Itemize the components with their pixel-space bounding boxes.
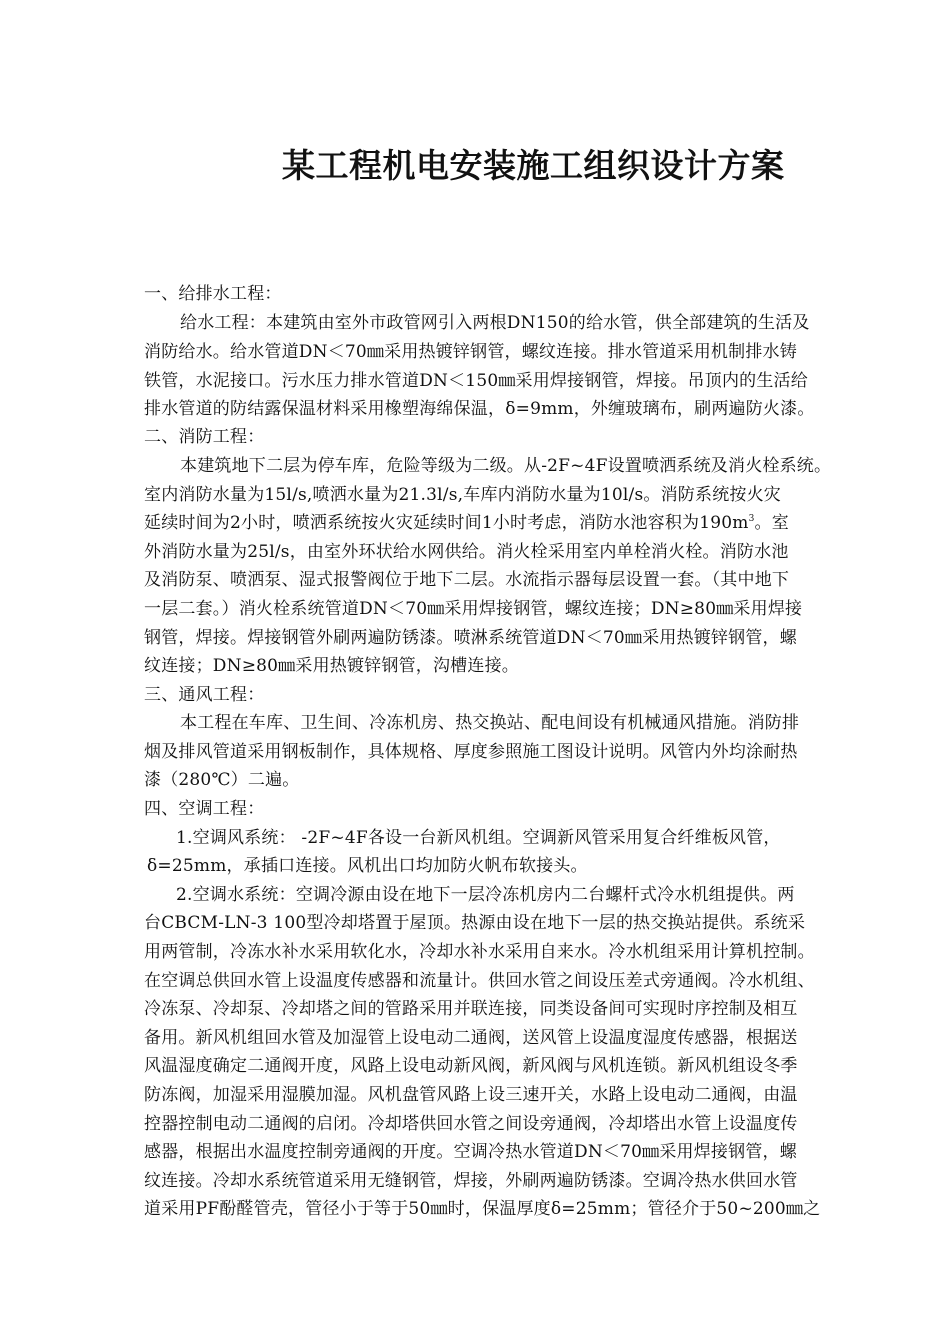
paragraph-line: 备用。新风机组回水管及加湿管上设电动二通阀，送风管上设温度湿度传感器，根据送: [144, 1028, 798, 1048]
paragraph-line: 及消防泵、喷洒泵、湿式报警阀位于地下二层。水流指示器每层设置一套。（其中地下: [144, 570, 790, 590]
paragraph-line: 防冻阀，加湿采用湿膜加湿。风机盘管风路上设三速开关，水路上设电动二通阀，由温: [144, 1085, 798, 1105]
paragraph-line: 本工程在车库、卫生间、冷冻机房、热交换站、配电间设有机械通风措施。消防排: [180, 713, 800, 733]
paragraph-line: [144, 511, 789, 535]
paragraph-line: 消防给水。给水管道DN＜70㎜采用热镀锌钢管，螺纹连接。排水管道采用机制排水铸: [144, 342, 797, 362]
document-title: 某工程机电安装施工组织设计方案: [282, 146, 785, 185]
paragraph-line: 1.空调风系统： -2F~4F各设一台新风机组。空调新风管采用复合纤维板风管，: [176, 828, 781, 848]
paragraph-line: 本建筑地下二层为停车库，危险等级为二级。从-2F~4F设置喷洒系统及消火栓系统。: [180, 456, 832, 476]
paragraph-line: 纹连接。冷却水系统管道采用无缝钢管，焊接，外刷两遍防锈漆。空调冷热水供回水管: [144, 1171, 798, 1191]
paragraph-line: 在空调总供回水管上设温度传感器和流量计。供回水管之间设压差式旁通阀。冷水机组、: [144, 971, 815, 991]
paragraph-line: 漆（280℃）二遍。: [144, 770, 300, 790]
paragraph-line: 钢管，焊接。焊接钢管外刷两遍防锈漆。喷淋系统管道DN＜70㎜采用热镀锌钢管，螺: [144, 628, 797, 648]
paragraph-line: 风温湿度确定二通阀开度，风路上设电动新风阀，新风阀与风机连锁。新风机组设冬季: [144, 1056, 798, 1076]
section-heading-hvac: 四、空调工程：: [144, 799, 265, 819]
paragraph-line: 冷冻泵、冷却泵、冷却塔之间的管路采用并联连接，同类设备间可实现时序控制及相互: [144, 999, 798, 1019]
paragraph-line: 排水管道的防结露保温材料采用橡塑海绵保温，δ=9mm，外缠玻璃布，刷两遍防火漆。: [144, 399, 815, 419]
paragraph-line: 外消防水量为25l/s，由室外环状给水网供给。消火栓采用室内单栓消火栓。消防水池: [144, 542, 789, 562]
paragraph-line: 用两管制，冷冻水补水采用软化水，冷却水补水采用自来水。冷水机组采用计算机控制。: [144, 942, 815, 962]
paragraph-text: 。室: [754, 513, 789, 533]
paragraph-line: δ=25mm，承插口连接。风机出口均加防火帆布软接头。: [147, 856, 588, 876]
paragraph-line: 纹连接；DN≥80㎜采用热镀锌钢管，沟槽连接。: [144, 656, 519, 676]
paragraph-line: 控器控制电动二通阀的启闭。冷却塔供回水管之间设旁通阀，冷却塔出水管上设温度传: [144, 1114, 798, 1134]
section-heading-ventilation: 三、通风工程：: [144, 685, 265, 705]
paragraph-line: 烟及排风管道采用钢板制作，具体规格、厚度参照施工图设计说明。风管内外均涂耐热: [144, 742, 798, 762]
paragraph-line: 感器，根据出水温度控制旁通阀的开度。空调冷热水管道DN＜70㎜采用焊接钢管，螺: [144, 1142, 797, 1162]
superscript: 3: [748, 514, 755, 524]
paragraph-line: 铁管，水泥接口。污水压力排水管道DN＜150㎜采用焊接钢管，焊接。吊顶内的生活给: [144, 371, 808, 391]
paragraph-text: 延续时间为2小时，喷洒系统按火灾延续时间1小时考虑，消防水池容积为190m: [144, 513, 749, 533]
paragraph-line: 道采用PF酚醛管壳，管径小于等于50㎜时，保温厚度δ=25mm；管径介于50~200㎜之: [144, 1199, 821, 1219]
section-heading-water: 一、给排水工程：: [144, 284, 282, 304]
paragraph-line: 一层二套。）消火栓系统管道DN＜70㎜采用焊接钢管，螺纹连接；DN≥80㎜采用焊接: [144, 599, 803, 619]
section-heading-fire: 二、消防工程：: [144, 427, 265, 447]
paragraph-line: 给水工程：本建筑由室外市政管网引入两根DN150的给水管，供全部建筑的生活及: [180, 313, 810, 333]
paragraph-line: 室内消防水量为15l/s,喷洒水量为21.3l/s,车库内消防水量为10l/s。消防系统按火灾: [144, 485, 781, 505]
paragraph-line: 台CBCM-LN-3 100型冷却塔置于屋顶。热源由设在地下一层的热交换站提供。系统采: [144, 913, 806, 933]
paragraph-line: 2.空调水系统：空调冷源由设在地下一层冷冻机房内二台螺杆式冷水机组提供。两: [176, 885, 795, 905]
